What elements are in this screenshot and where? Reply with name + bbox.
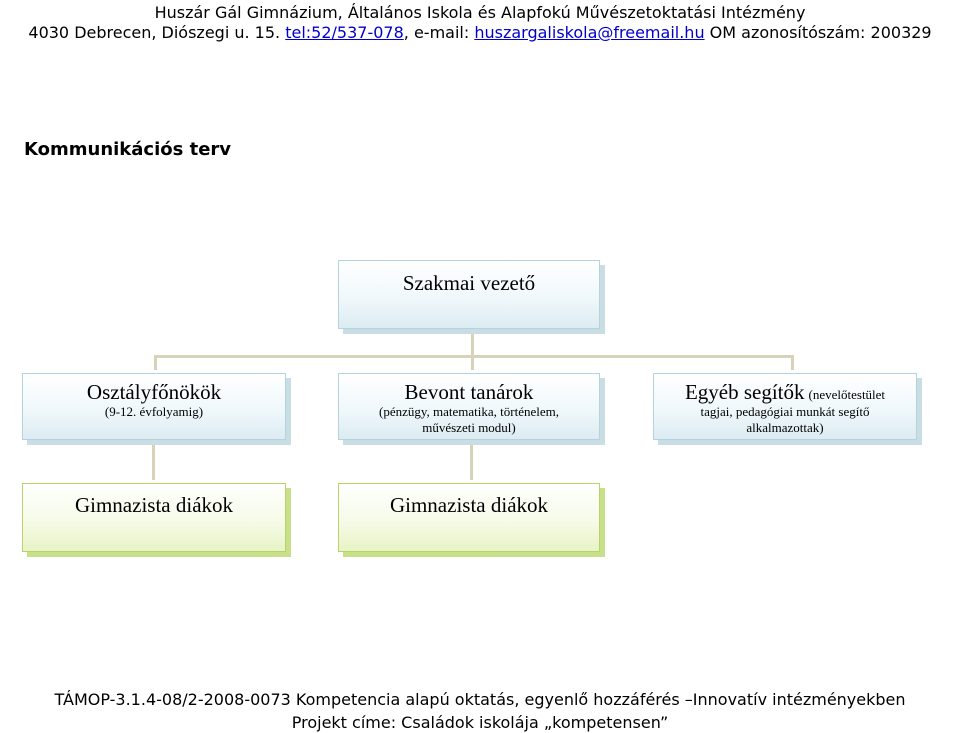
org-box-label: Bevont tanárok [404, 380, 534, 404]
org-box-heading [654, 380, 916, 404]
email-label: , e-mail: [403, 23, 470, 42]
org-box-label: Osztályfőnökök [86, 380, 222, 404]
footer-program: TÁMOP-3.1.4-08/2-2008-0073 Kompetencia alapú oktatás, egyenlő hozzáférés –Innovatív intézményekben [54, 690, 906, 709]
org-box-szakmai-vezeto [338, 260, 600, 329]
org-box-sublabel: tagjai, pedagógiai munkát segítő alkalmazottak) [700, 404, 870, 435]
org-box-egyeb-segitok [653, 373, 917, 440]
org-box-sublabel: (pénzügy, matematika, történelem, művészeti modul) [378, 404, 559, 435]
org-box-sublabel: (9-12. évfolyamig) [104, 404, 204, 419]
org-box-label: Gimnazista diákok [74, 493, 234, 517]
page-title: Kommunikációs terv [24, 139, 232, 160]
phone-link[interactable]: tel:52/537-078 [285, 23, 404, 42]
connector-middle-drop [471, 355, 474, 370]
org-box-gimnazista-diakok-2 [338, 483, 600, 552]
org-box-label: Egyéb segítők [684, 380, 805, 404]
org-box-gimnazista-diakok-1 [22, 483, 286, 552]
org-box-bevont-tanarok [338, 373, 600, 440]
connector-top-stem [471, 330, 474, 357]
connector-left-drop [154, 355, 157, 370]
school-name: Huszár Gál Gimnázium, Általános Iskola és Alapfokú Művészetoktatási Intézmény [154, 3, 806, 22]
email-link[interactable]: huszargaliskola@freemail.hu [474, 23, 705, 42]
connector-right-drop [791, 355, 794, 370]
connector-horizontal [154, 355, 794, 358]
org-box-label: Gimnazista diákok [389, 493, 549, 517]
om-id: OM azonosítószám: 200329 [709, 23, 932, 42]
address: 4030 Debrecen, Diószegi u. 15. [28, 23, 281, 42]
connector-middle-bottom [470, 444, 473, 480]
contact-line [0, 23, 960, 42]
org-box-osztalyfonokok [22, 373, 286, 440]
org-box-label: Szakmai vezető [402, 271, 536, 295]
org-box-label-note: (nevelőtestület [808, 387, 886, 402]
connector-left-bottom [152, 444, 155, 480]
footer-project: Projekt címe: Családok iskolája „kompetensen” [291, 713, 669, 732]
